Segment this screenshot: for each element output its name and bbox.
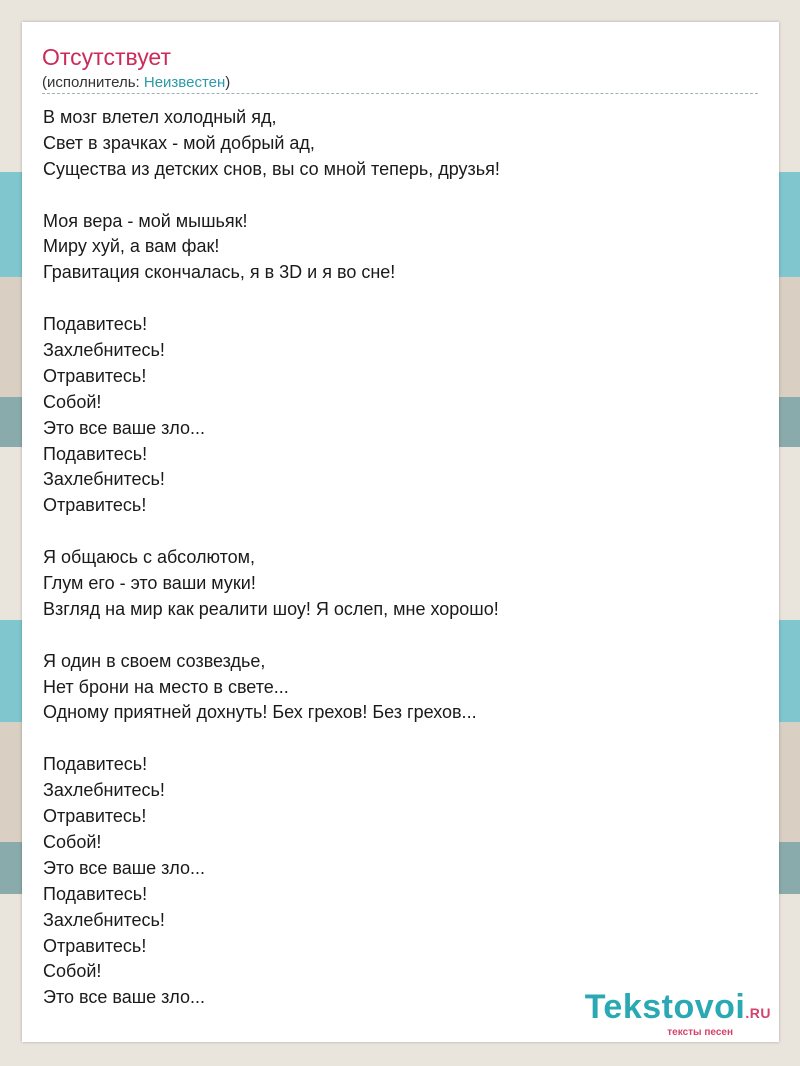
lyrics-line: Это все ваше зло... [43, 857, 205, 878]
lyrics-text [43, 105, 753, 1011]
lyrics-line: Глум его - это ваши муки! [43, 573, 256, 594]
lyrics-blank-line [43, 519, 753, 545]
artist-link[interactable]: Неизвестен [143, 74, 226, 91]
lyrics-line: Я общаюсь с абсолютом, [43, 547, 255, 568]
lyrics-line: Это все ваше зло... [43, 417, 205, 438]
lyrics-line: Миру хуй, а вам фак! [43, 236, 220, 257]
lyrics-line: Отравитесь! [43, 495, 147, 516]
lyrics-line: Подавитесь! [43, 754, 148, 775]
title-divider [42, 93, 758, 94]
lyrics-line: В мозг влетел холодный яд, [43, 107, 277, 127]
lyrics-blank-line [43, 623, 753, 649]
lyrics-line: Собой! [43, 391, 102, 412]
lyrics-line: Собой! [43, 961, 102, 982]
lyrics-line: Существа из детских снов, вы со мной теперь, друзья! [43, 158, 500, 179]
site-logo[interactable] [585, 989, 771, 1038]
artist-prefix: (исполнитель: [42, 74, 144, 91]
lyrics-line: Это все ваше зло... [43, 987, 205, 1008]
logo-tagline: тексты песен [667, 1027, 733, 1038]
lyrics-line: Взгляд на мир как реалити шоу! Я ослеп, мне хорошо! [43, 598, 499, 619]
song-title: Отсутствует [42, 44, 171, 70]
lyrics-line: Я один в своем созвездье, [43, 650, 266, 671]
lyrics-line: Гравитация скончалась, я в 3D и я во сне! [43, 262, 396, 283]
lyrics-line: Подавитесь! [43, 883, 148, 904]
artist-line [42, 74, 230, 92]
lyrics-line: Свет в зрачках - мой добрый ад, [43, 132, 315, 153]
logo-name: Tekstovoi [584, 988, 746, 1026]
lyrics-blank-line [43, 726, 753, 752]
lyrics-blank-line [43, 183, 753, 209]
lyrics-card [22, 22, 779, 1042]
lyrics-line: Моя вера - мой мышьяк! [43, 210, 248, 231]
lyrics-line: Захлебнитесь! [43, 780, 165, 801]
artist-suffix: ) [225, 74, 231, 91]
lyrics-line: Захлебнитесь! [43, 340, 165, 361]
lyrics-line: Отравитесь! [43, 935, 147, 956]
logo-tld: .RU [745, 1005, 771, 1021]
lyrics-line: Отравитесь! [43, 365, 147, 386]
lyrics-line: Нет брони на место в свете... [43, 676, 289, 697]
lyrics-line: Подавитесь! [43, 443, 148, 464]
lyrics-line: Одному приятней дохнуть! Бех грехов! Без грехов... [43, 702, 477, 723]
lyrics-line: Подавитесь! [43, 314, 148, 335]
lyrics-line: Собой! [43, 831, 102, 852]
lyrics-line: Захлебнитесь! [43, 469, 165, 490]
lyrics-line: Отравитесь! [43, 806, 147, 827]
lyrics-blank-line [43, 286, 753, 312]
lyrics-line: Захлебнитесь! [43, 909, 165, 930]
